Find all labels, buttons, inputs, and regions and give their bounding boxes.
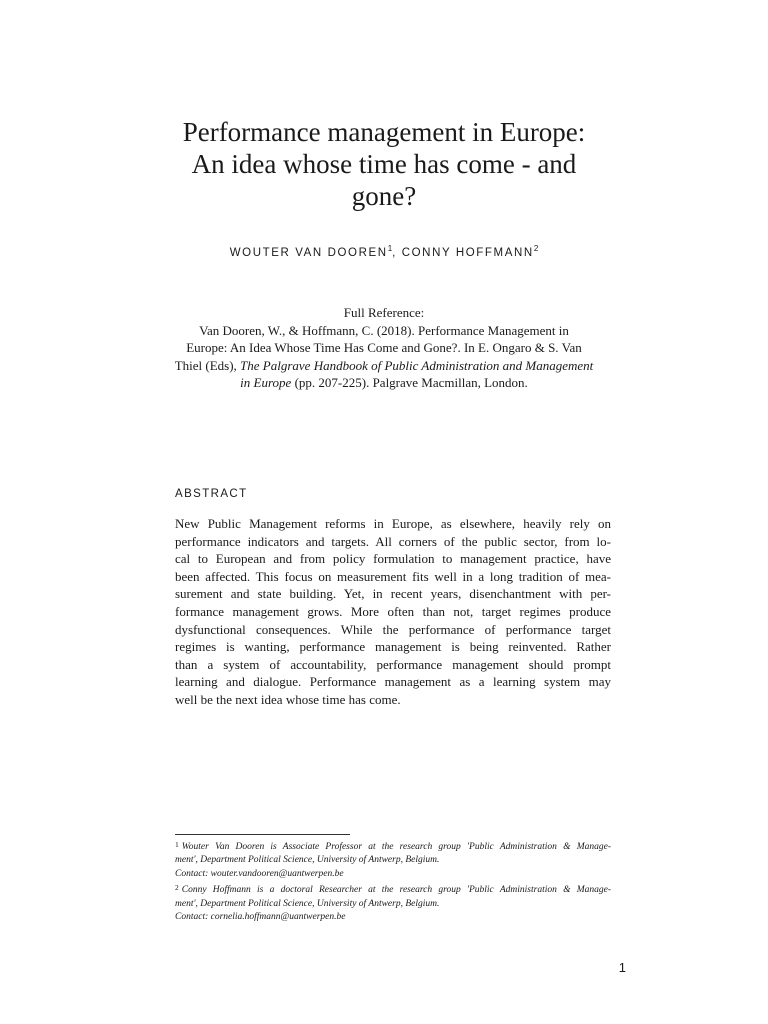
reference-line: Van Dooren, W., & Hoffmann, C. (2018). Performance Management in xyxy=(199,322,569,338)
footnote-line xyxy=(175,881,611,897)
footnote-divider xyxy=(175,834,350,835)
footnote-contact[interactable]: Contact: wouter.vandooren@uantwerpen.be xyxy=(175,868,344,879)
reference-text: (pp. 207-225). Palgrave Macmillan, London. xyxy=(291,375,528,390)
abstract-line: learning and dialogue. Performance management as a learning system may xyxy=(175,674,611,690)
reference-line: Europe: An Idea Whose Time Has Come and Gone?. In E. Ongaro & S. Van xyxy=(186,340,582,355)
abstract-line: well be the next idea whose time has come. xyxy=(175,691,401,707)
reference-heading: Full Reference: xyxy=(343,305,425,320)
footnote-number: 1 xyxy=(175,840,179,849)
reference-line xyxy=(168,374,600,392)
footnote-number: 2 xyxy=(175,883,179,893)
footnotes xyxy=(175,838,611,924)
abstract-line: regimes is wanting, performance management is being reinvented. Rather xyxy=(175,639,611,655)
reference-text: Thiel (Eds), xyxy=(174,357,241,373)
footnote-marker[interactable]: 2 xyxy=(533,244,539,253)
author-list xyxy=(100,244,668,259)
footnote-marker[interactable]: 1 xyxy=(387,244,393,253)
footnote-text: Conny Hoffmann is a doctoral Researcher at the research group 'Public Administration & Manage- xyxy=(181,885,611,896)
title-line: Performance management in Europe: xyxy=(182,117,586,147)
footnote-line: ment', Department Political Science, University of Antwerp, Belgium. xyxy=(175,855,440,866)
abstract-line: cal to European and from policy formulation to management practice, have xyxy=(175,551,611,567)
title-line: An idea whose time has come - and xyxy=(191,149,577,179)
footnote-text: Wouter Van Dooren is Associate Professor at the research group 'Public Administration & Manage- xyxy=(181,842,611,852)
book-title: in Europe xyxy=(240,375,292,390)
full-reference xyxy=(168,304,600,392)
author-name: CONNY HOFFMANN xyxy=(401,247,534,259)
title-line: gone? xyxy=(351,181,417,211)
author-name: WOUTER VAN DOOREN xyxy=(229,247,388,259)
book-title: The Palgrave Handbook of Public Administration and Management xyxy=(240,357,594,373)
abstract-line: formance management grows. More often than not, target regimes produce xyxy=(175,603,611,619)
author-separator: , xyxy=(392,247,402,259)
reference-line xyxy=(168,357,600,375)
abstract-body xyxy=(175,515,611,709)
footnote-line: ment', Department Political Science, University of Antwerp, Belgium. xyxy=(175,898,440,909)
page-number: 1 xyxy=(618,960,626,975)
abstract-line: New Public Management reforms in Europe, as elsewhere, heavily rely on xyxy=(175,516,611,531)
abstract-line: dysfunctional consequences. While the performance of performance target xyxy=(175,621,611,637)
abstract-line: been affected. This focus on measurement fits well in a long tradition of mea- xyxy=(175,568,611,584)
paper-title xyxy=(150,116,618,212)
footnote-line xyxy=(175,838,611,854)
abstract-line: performance indicators and targets. All corners of the public sector, from lo- xyxy=(175,533,611,549)
abstract-line: surement and state building. Yet, in recent years, disenchantment with per- xyxy=(175,586,611,602)
abstract-line: than a system of accountability, performance management should prompt xyxy=(175,656,611,672)
abstract-heading: ABSTRACT xyxy=(175,488,248,500)
footnote-contact[interactable]: Contact: cornelia.hoffmann@uantwerpen.be xyxy=(175,912,346,923)
